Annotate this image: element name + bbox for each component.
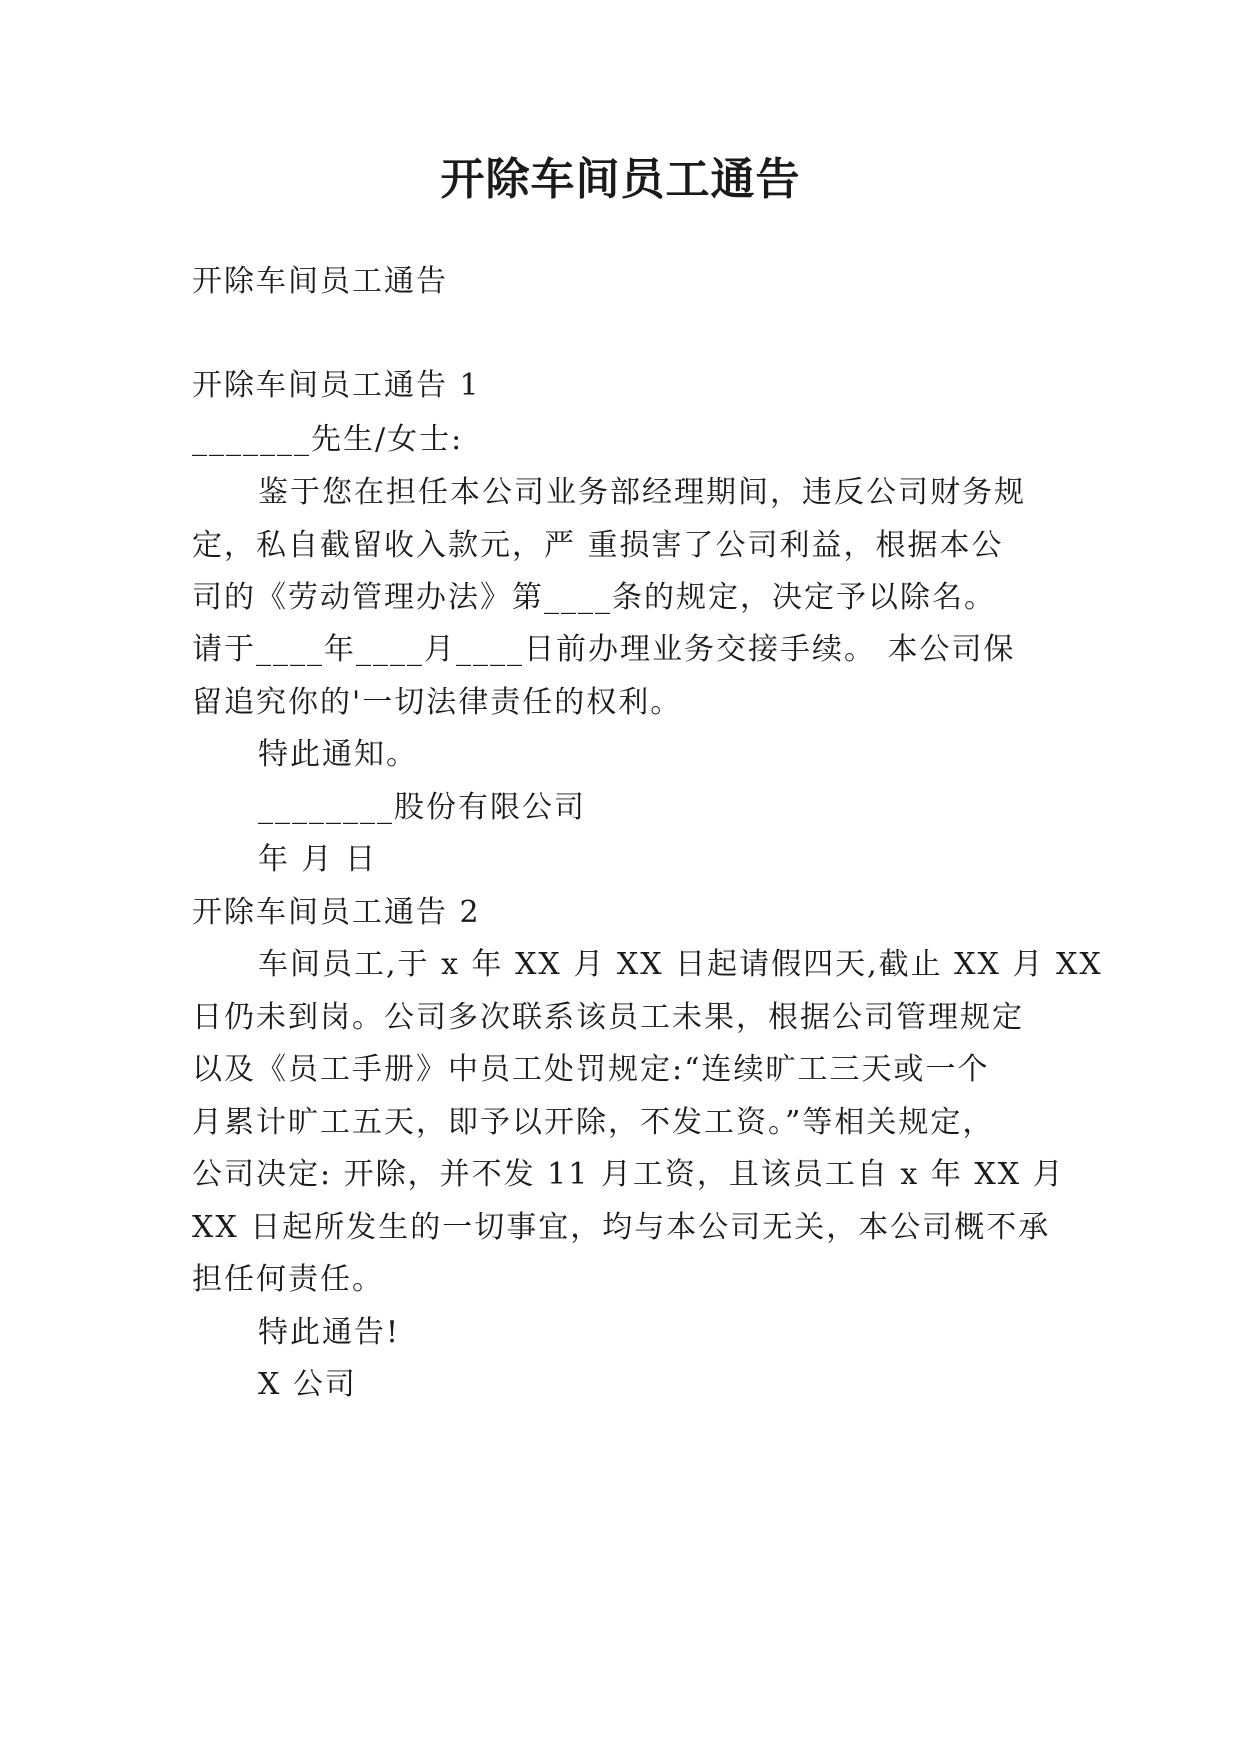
body-line: 鉴于您在担任本公司业务部经理期间，违反公司财务规	[258, 475, 1026, 510]
body-line: 司的《劳动管理办法》第____条的规定，决定予以除名。	[192, 580, 996, 615]
salutation: _______先生/女士:	[192, 422, 464, 457]
body-line: 公司决定: 开除，并不发 11 月工资，且该员工自 x 年 XX 月	[192, 1157, 1065, 1192]
section-heading-2: 开除车间员工通告 2	[192, 895, 481, 930]
company-signature: X 公司	[258, 1367, 357, 1402]
notice-closing: 特此通知。	[258, 737, 418, 772]
date-line: 年 月 日	[258, 842, 378, 877]
notice-closing: 特此通告!	[258, 1315, 401, 1350]
body-line: 留追究你的'一切法律责任的权利。	[192, 685, 683, 720]
body-line: XX 日起所发生的一切事宜，均与本公司无关，本公司概不承	[192, 1210, 1051, 1245]
company-signature: ________股份有限公司	[258, 790, 586, 825]
body-line: 请于____年____月____日前办理业务交接手续。 本公司保	[192, 632, 1016, 667]
body-line: 车间员工,于 x 年 XX 月 XX 日起请假四天,截止 XX 月 XX	[258, 947, 1103, 982]
document-title: 开除车间员工通告	[440, 154, 801, 205]
body-line: 定，私自截留收入款元，严 重损害了公司利益，根据本公	[192, 528, 1004, 563]
body-line: 以及《员工手册》中员工处罚规定:“连续旷工三天或一个	[192, 1052, 990, 1087]
subtitle: 开除车间员工通告	[192, 264, 448, 299]
body-line: 日仍未到岗。公司多次联系该员工未果，根据公司管理规定	[192, 1000, 1024, 1035]
section-heading-1: 开除车间员工通告 1	[192, 368, 481, 403]
body-line: 担任何责任。	[192, 1262, 384, 1297]
body-line: 月累计旷工五天，即予以开除，不发工资。”等相关规定，	[192, 1105, 995, 1140]
